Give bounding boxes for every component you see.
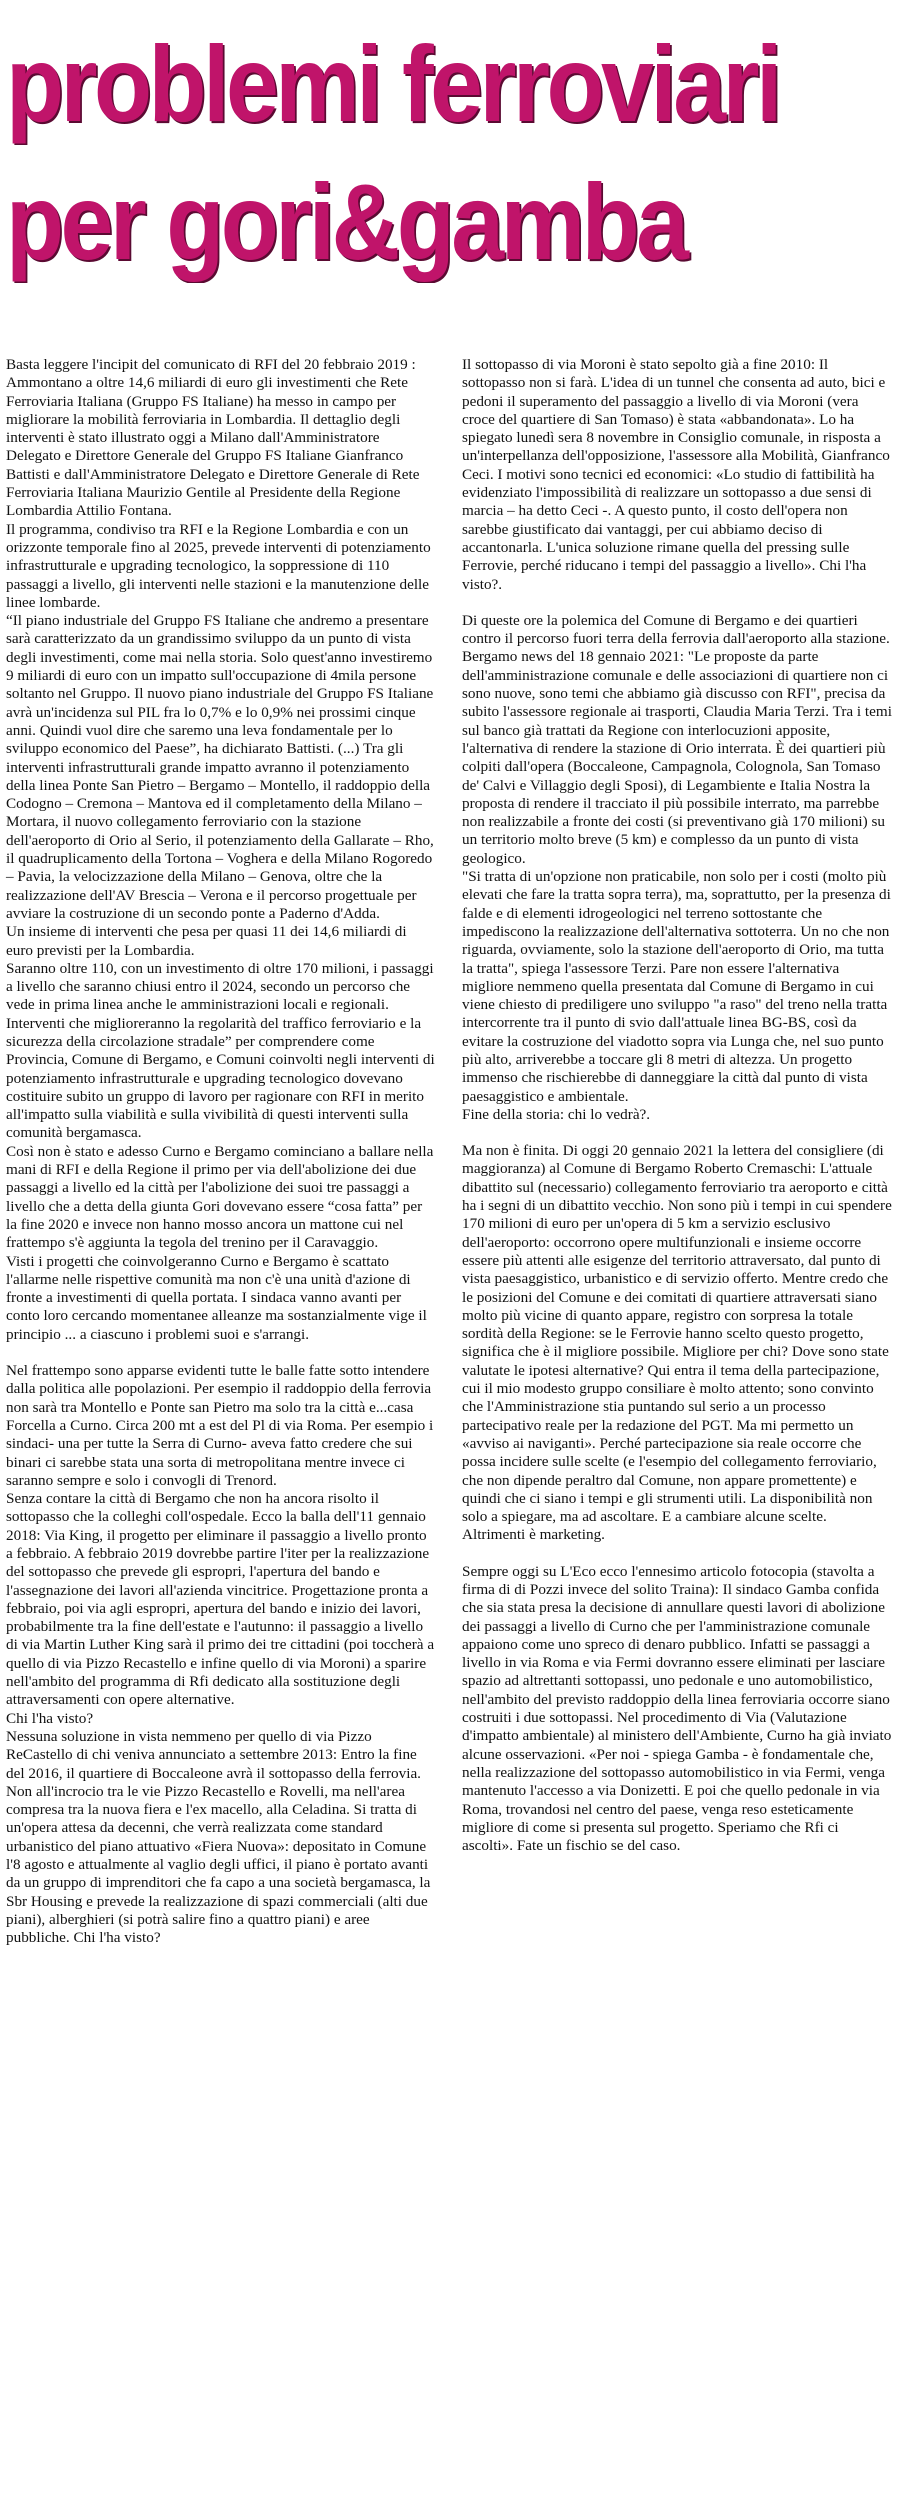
paragraph: Il sottopasso di via Moroni è stato sepolto già a fine 2010: Il sottopasso non si farà. L'idea di un tunnel che consenta ad auto, bici e pedoni il superamento del passaggio a livello di via Moroni (vera croce del quartiere di San Tomaso) è stata «abbandonata». Lo ha spiegato lunedì sera 8 novembre in Consiglio comunale, in risposta a un'interpellanza dell'opposizione, l'assessore alla Mobilità, Gianfranco Ceci. I motivi sono tecnici ed economici: «Lo studio di fattibilità ha evidenziato l'impossibilità di realizzare un sottopasso a due sensi di marcia – ha detto Ceci -. A questo punto, il costo dell'opera non sarebbe giustificato dai vantaggi, per cui abbiamo deciso di accantonarla. L'unica soluzione rimane quella del pressing sulle Ferrovie, perché riducano i tempi del passaggio a livello». Chi l'ha visto?.	[462, 356, 890, 593]
paragraph: Saranno oltre 110, con un investimento di oltre 170 milioni, i passaggi a livello che saranno chiusi entro il 2024, secondo un percorso che vede in prima linea anche le amministrazioni locali e regionali. Interventi che miglioreranno la regolarità del traffico ferroviario e la sicurezza della circolazione stradale” per comprendere come Provincia, Comune di Bergamo, e Comuni coinvolti negli interventi di potenziamento infrastrutturale e upgrading tecnologico dovevano costituire subito un gruppo di lavoro per ragionare con RFI in merito all'impatto sulla viabilità e sulla vivibilità di questi interventi sulla comunità bergamasca.	[6, 959, 435, 1142]
paragraph: “Il piano industriale del Gruppo FS Italiane che andremo a presentare sarà caratterizzato da un grandissimo sviluppo da un punto di vista degli investimenti, come mai nella storia. Solo quest'anno investiremo 9 miliardi di euro con un impatto sull'occupazione di 4mila persone soltanto nel Gruppo. Il nuovo piano industriale del Gruppo FS Italiane avrà un'incidenza sul PIL fra lo 0,7% e lo 0,9% nei prossimi cinque anni. Quindi vuol dire che saremo una leva fondamentale per lo sviluppo economico del Paese”, ha dichiarato Battisti. (...) Tra gli interventi infrastrutturali grande impatto avranno il potenziamento della linea Ponte San Pietro – Bergamo – Montello, il raddoppio della Codogno – Cremona – Mantova ed il completamento della Milano – Mortara, il nuovo collegamento ferroviario con la stazione dell'aeroporto di Orio al Serio, il potenziamento della Gallarate – Rho, il quadruplicamento della Tortona – Voghera e della Milano Rogoredo – Pavia, la velocizzazione della Milano – Genova, oltre che la realizzazione dell'AV Brescia – Verona e il percorso progettuale per avviare la costruzione di un secondo ponte a Paderno d'Adda.	[6, 612, 434, 922]
paragraph: Basta leggere l'incipit del comunicato di RFI del 20 febbraio 2019 : Ammontano a oltre 14,6 miliardi di euro gli investimenti che Rete Ferroviaria Italiana (Gruppo FS Italiane) ha messo in campo per migliorare la mobilità ferroviaria in Lombardia. Il dettaglio degli interventi è stato illustrato oggi a Milano dall'Amministratore Delegato e Direttore Generale del Gruppo FS Italiane Gianfranco Battisti e dall'Amministratore Delegato e Direttore Generale di Rete Ferroviaria Italiana Maurizio Gentile al Presidente della Regione Lombardia Attilio Fontana.	[6, 356, 420, 520]
headline-line-2: per gori&gamba	[6, 161, 686, 282]
paragraph: Di queste ore la polemica del Comune di Bergamo e dei quartieri contro il percorso fuori terra della ferrovia dall'aeroporto alla stazione. Bergamo news del 18 gennaio 2021: "Le proposte da parte dell'amministrazione comunale e delle associazioni di quartiere non ci sono nuove, sono temi che abbiamo già discusso con RFI", precisa da subito l'assessore regionale ai trasporti, Claudia Maria Terzi. Tra i temi sul banco già trattati da Regione con interlocuzioni apposite, l'alternativa di rendere la stazione di Orio interrata. È dei quartieri più colpiti dall'opera (Boccaleone, Campagnola, Colognola, San Tomaso de' Calvi e Villaggio degli Sposi), di Legambiente e Italia Nostra la proposta di rendere il tracciato il più possibile interrato, ma parrebbe non realizzabile a fronte dei costi (si preventivano già 170 milioni) su un territorio molto breve (5 km) e complesso da un punto di vista geologico.	[462, 611, 892, 867]
paragraph: Ma non è finita. Di oggi 20 gennaio 2021 la lettera del consigliere (di maggioranza) al Comune di Bergamo Roberto Cremaschi: L'attuale dibattito sul (necessario) collegamento ferroviario tra aeroporto e città ha i segni di un dibattito vecchio. Non sono più i tempi in cui spendere 170 milioni di euro per un'opera di 5 km a servizio esclusivo dell'aeroporto: occorrono opere multifunzionali e insieme occorre essere più attenti alle esigenze del territorio attraversato, dal punto di vista paesaggistico, urbanistico e di servizio offerto. Mentre credo che le posizioni del Comune e dei comitati di quartiere attraversati siano molto più vicine di quanto appare, registro con sorpresa la totale sordità della Regione: se le Ferrovie hanno scelto questo progetto, significa che è il migliore possibile. Migliore per chi? Dove sono state valutate le ipotesi alternative? Qui entra il tema della partecipazione, cui il mio modesto gruppo consiliare è molto attento; sono convinto che l'Amministrazione stia puntando sul serio a un processo partecipativo reale per la redazione del PGT. Ma mi permetto un «avviso ai naviganti». Perché partecipazione sia reale occorre che possa incidere sulle scelte (e l'esempio del collegamento ferroviario, che non dipende peraltro dal Comune, non appare promettente) e quindi che ci siano i tempi e gli strumenti utili. La disponibilità non solo a spiegare, ma ad ascoltare. E a cambiare alcune scelte. Altrimenti è marketing.	[462, 1142, 892, 1544]
paragraph: Così non è stato e adesso Curno e Bergamo cominciano a ballare nella mani di RFI e della Regione il primo per via dell'abolizione dei due passaggi a livello ed la città per l'abolizione dei suoi tre passaggi a livello che a detta della giunta Gori dovevano essere “cosa fatta” per la fine 2020 e invece non hanno mosso ancora un mattone cui nel frattempo s'è aggiunta la tegola del trenino per il Caravaggio.	[6, 1142, 434, 1252]
article-left-column	[6, 356, 436, 1948]
paragraph: Fine della storia: chi lo vedrà?.	[462, 1105, 651, 1123]
paragraph: "Si tratta di un'opzione non praticabile, non solo per i costi (molto più elevati che fare la tratta sopra terra), ma, soprattutto, per la presenza di falde e di elementi idrogeologici nel terreno sottostante che impediscono la realizzazione dell'alternativa sottoterra. Un no che non riguarda, ovviamente, solo la stazione dell'aeroporto di Orio, ma tutta la tratta", spiega l'assessore Terzi. Pare non essere l'alternativa migliore nemmeno quella presentata dal Comune di Bergamo in cui viene chiesto di prediligere uno sviluppo "a raso" del treno nella tratta intercorrente tra il punto di svio dall'attuale linea BG-BS, così da evitare la costruzione del viadotto sopra via Lunga che, nel suo punto più alto, arriverebbe a toccare gli 8 metri di altezza. Un progetto immenso che rischierebbe di danneggiare la città dal punto di vista paesaggistico e ambientale.	[462, 868, 891, 1105]
article-right-column	[462, 356, 892, 1855]
paragraph: Sempre oggi su L'Eco ecco l'ennesimo articolo fotocopia (stavolta a firma di di Pozzi invece del solito Traina): Il sindaco Gamba confida che sia stata presa la decisione di annullare questi lavori di abolizione dei passaggi a livello di Curno che per l'amministrazione comunale appaiono come uno spreco di denaro pubblico. Infatti se passaggi a livello in via Roma e via Fermi dovranno essere eliminati per lasciare spazio ad altrettanti sottopassi, uno pedonale e uno automobilistico, nell'ambito del previsto raddoppio della linea ferroviaria occorre siano costruiti i due sottopassi. Nel procedimento di Via (Valutazione d'impatto ambientale) al ministero dell'Ambiente, Curno ha già inviato alcune osservazioni. «Per noi - spiega Gamba - è fondamentale che, nella realizzazione del sottopasso automobilistico in via Fermi, venga mantenuto l'accesso a via Donizetti. E poi che quello pedonale in via Roma, trovandosi nel centro del paese, venga reso esteticamente migliore di come si presenta sul progetto. Speriamo che Rfi ci ascolti». Fate un fischio se del caso.	[462, 1562, 892, 1855]
paragraph: Chi l'ha visto?	[6, 1709, 94, 1727]
paragraph: Senza contare la città di Bergamo che non ha ancora risolto il sottopasso che la colleghi coll'ospedale. Ecco la balla dell'11 gennaio 2018: Via King, il progetto per eliminare il passaggio a livello pronto a febbraio. A febbraio 2019 dovrebbe partire l'iter per la realizzazione del sottopasso che prevede gli espropri, l'apertura del bando e l'assegnazione dei lavori all'azienda vincitrice. Progettazione pronta a febbraio, poi via agli espropri, apertura del bando e inizio dei lavori, probabilmente tra la fine dell'estate e l'autunno: il passaggio a livello di via Martin Luther King sarà il primo dei tre cittadini (poi toccherà a quello di via Pizzo Recastello e infine quello di via Moroni) a sparire nell'ambito del programma di Rfi dedicato alla sostituzione degli attraversamenti con opere alternative.	[6, 1490, 435, 1709]
paragraph: Nessuna soluzione in vista nemmeno per quello di via Pizzo ReCastello di chi veniva annunciato a settembre 2013: Entro la fine del 2016, il quartiere di Boccaleone avrà il sottopasso della ferrovia. Non all'incrocio tra le vie Pizzo Recastello e Rovelli, ma nell'area compresa tra la nuova fiera e l'ex macello, alla Celadina. Si tratta di un'opera attesa da decenni, che verrà realizzata come standard urbanistico del piano attuativo «Fiera Nuova»: depositato in Comune l'8 agosto e attualmente al vaglio degli uffici, il piano è portato avanti da un gruppo di imprenditori che fa capo a una società bergamasca, la Sbr Housing e prevede la realizzazione di spazi commerciali (alti due piani), alberghieri (si potrà salire fino a quattro piani) e aree pubbliche. Chi l'ha visto?	[6, 1727, 431, 1947]
paragraph: Il programma, condiviso tra RFI e la Regione Lombardia e con un orizzonte temporale fino al 2025, prevede interventi di potenziamento infrastrutturale e upgrading tecnologico, la soppressione di 110 passaggi a livello, gli interventi nelle stazioni e la manutenzione delle linee lombarde.	[6, 520, 431, 611]
paragraph: Nel frattempo sono apparse evidenti tutte le balle fatte sotto intendere dalla politica alle popolazioni. Per esempio il raddoppio della ferrovia non sarà tra Montello e Ponte san Pietro ma solo tra la città e...casa Forcella a Curno. Circa 200 mt a est del Pl di via Roma. Per esempio i sindaci- una per tutte la Serra di Curno- aveva fatto credere che sui binari ci sarebbe stata una sorta di metropolitana mentre invece ci saranno sempre e solo i convogli di Trenord.	[6, 1362, 434, 1489]
headline-line-1: problemi ferroviari	[6, 23, 779, 144]
paragraph: Un insieme di interventi che pesa per quasi 11 dei 14,6 miliardi di euro previsti per la Lombardia.	[6, 923, 407, 959]
paragraph: Visti i progetti che coinvolgeranno Curno e Bergamo è scattato l'allarme nelle rispettive comunità ma non c'è una unità d'azione di fronte a investimenti di quella portata. I sindaca vanno avanti per conto loro cercando momentanee alleanze ma sostanzialmente vige il principio ... a ciascuno i problemi suoi e s'arrangi.	[6, 1252, 427, 1343]
